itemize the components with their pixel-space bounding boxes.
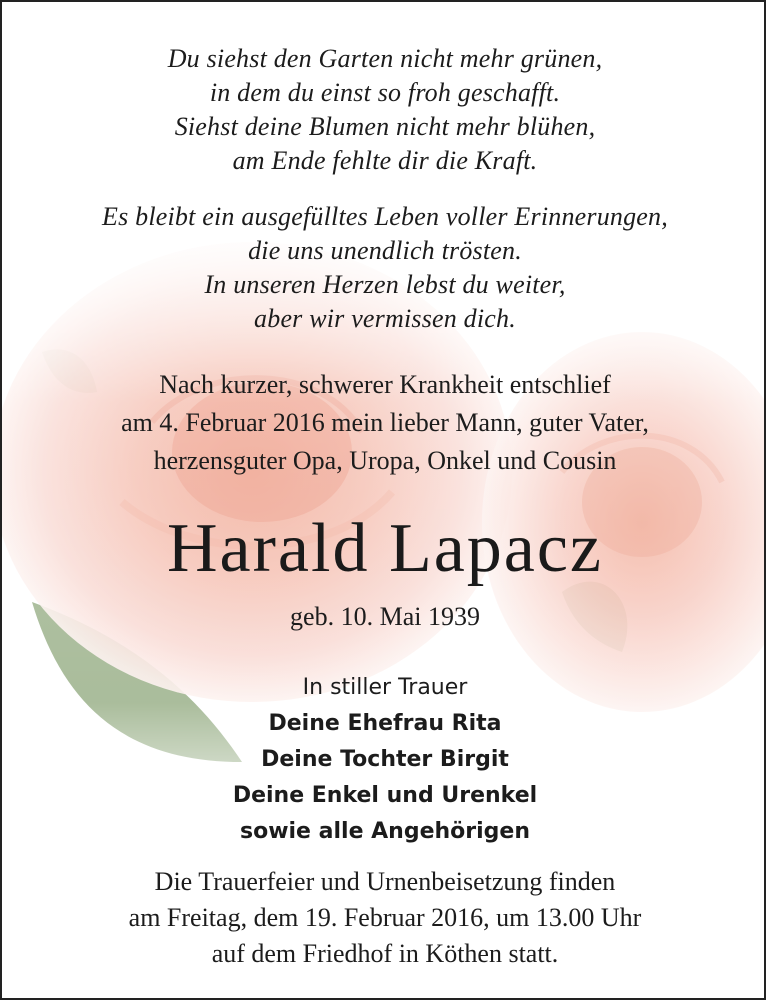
poem-line: aber wir vermissen dich. bbox=[254, 304, 516, 333]
deceased-name: Harald Lapacz bbox=[167, 510, 603, 587]
mourning-lead: In stiller Trauer bbox=[302, 675, 468, 700]
announcement-line: herzensguter Opa, Uropa, Onkel und Cousin bbox=[153, 446, 617, 475]
poem-line: Siehst deine Blumen nicht mehr blühen, bbox=[174, 112, 596, 141]
birth-date: geb. 10. Mai 1939 bbox=[290, 602, 480, 631]
poem-line: in dem du einst so froh geschafft. bbox=[209, 78, 561, 107]
poem-line: Du siehst den Garten nicht mehr grünen, bbox=[167, 44, 603, 73]
poem-line: In unseren Herzen lebst du weiter, bbox=[204, 270, 566, 299]
poem-line: Es bleibt ein ausgefülltes Leben voller Erinnerungen, bbox=[102, 202, 668, 231]
announcement-line: am 4. Februar 2016 mein lieber Mann, guter Vater, bbox=[121, 408, 649, 437]
service-line: auf dem Friedhof in Köthen statt. bbox=[211, 939, 559, 968]
poem-line: am Ende fehlte dir die Kraft. bbox=[232, 146, 538, 175]
service-line: Die Trauerfeier und Urnenbeisetzung finden bbox=[154, 867, 616, 896]
mourners-block bbox=[2, 670, 766, 850]
mourner-name: Deine Enkel und Urenkel bbox=[232, 783, 538, 808]
funeral-service-info bbox=[2, 864, 766, 972]
death-announcement bbox=[2, 366, 766, 480]
mourner-name: sowie alle Angehörigen bbox=[239, 819, 531, 844]
poem-stanza-1 bbox=[2, 42, 766, 178]
announcement-line: Nach kurzer, schwerer Krankheit entschlief bbox=[159, 370, 611, 399]
service-line: am Freitag, dem 19. Februar 2016, um 13.00 Uhr bbox=[128, 903, 642, 932]
mourner-name: Deine Ehefrau Rita bbox=[268, 711, 502, 736]
poem-line: die uns unendlich trösten. bbox=[248, 236, 522, 265]
poem-stanza-2 bbox=[2, 200, 766, 336]
mourner-name: Deine Tochter Birgit bbox=[261, 747, 509, 772]
